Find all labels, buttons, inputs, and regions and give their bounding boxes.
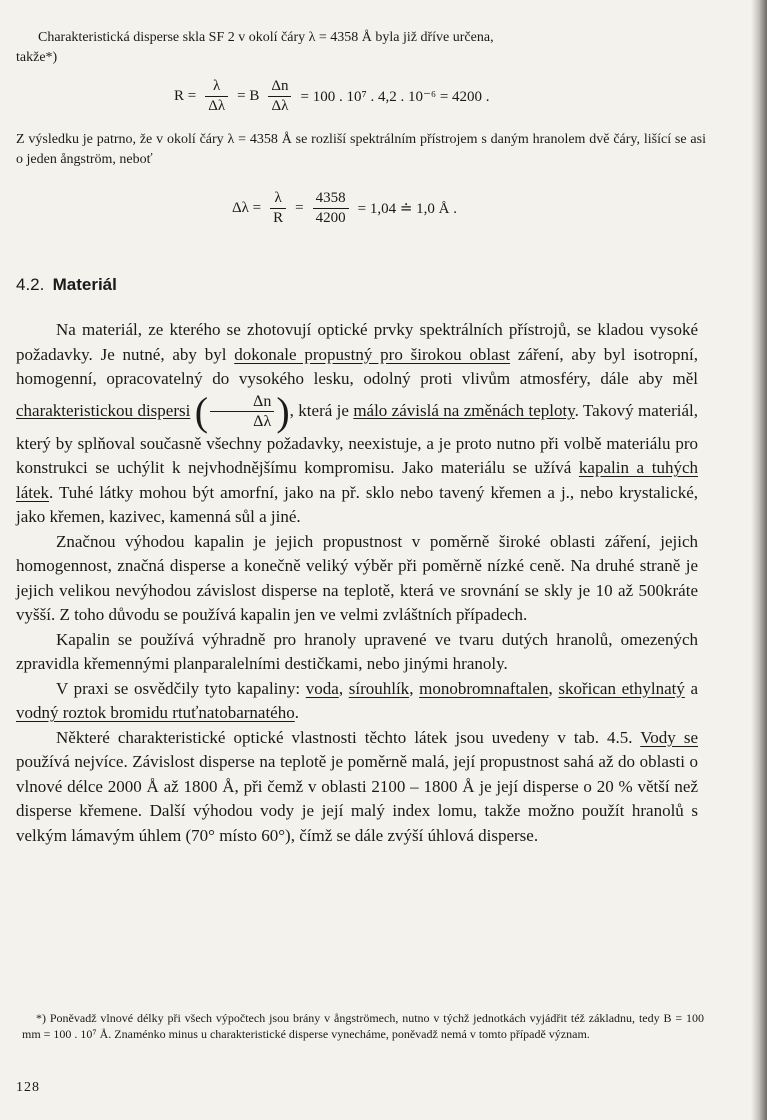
eq1-mid: = B <box>237 88 260 104</box>
eq1-f2-num: Δn <box>271 78 289 94</box>
p4-sep-1: , <box>338 678 349 698</box>
result-paragraph <box>16 130 706 170</box>
paragraph-3: Kapalin se používá výhradně pro hranoly upravené ve tvaru dutých hranolů, omezených zpravidla křemennými planparalelními destičkami, nebo jinými hranoly. <box>16 629 698 673</box>
p1-text-a: Na materiál, ze kterého se zhotovují optické prvky spektrálních přístrojů, se kladou vysoké požadavky. Je nutné, aby byl <box>16 320 698 364</box>
paragraph-2: Značnou výhodou kapalin je jejich propustnost v poměrně široké oblasti záření, jejich homogennost, značná disperse a konečně veliký výběr při poměrně nízké ceně. Na druhé straně je jejich velikou nevýhodou závislost disperse na teplotě, která ve srovnání se skly je 10 až 500kráte vyšší. Z toho důvodu se používá kapalin jen ve velmi zvláštních případech. <box>16 531 698 624</box>
eq2-f1-den: R <box>270 208 286 227</box>
eq1-fraction-2 <box>268 78 291 115</box>
p1-underline-3: málo závislá na změnách teploty <box>353 400 575 420</box>
paragraph-5 <box>16 726 698 849</box>
result-text: Z výsledku je patrno, že v okolí čáry λ = 4358 Å se rozliší spektrálním přístrojem s daným hranolem dvě čáry, lišící se asi o jeden ångström, neboť <box>16 132 706 167</box>
eq1-f1-den: Δλ <box>205 96 228 115</box>
paren-close: ) <box>276 388 290 434</box>
p1-text-d: . Takový materiál, který by splňoval současně všechny požadavky, neexistuje, a je proto nutno při volbě materiálu pro konstrukci se uchýlit k nejvhodnějšímu kompromisu. Jako materiálu se užívá <box>16 400 698 477</box>
p1-underline-2: charakteristickou dispersi <box>16 400 191 420</box>
intro-text <box>16 28 704 68</box>
p1-underline-1: dokonale propustný pro širokou oblast <box>234 344 511 364</box>
equation-wavelength-difference <box>228 190 461 227</box>
section-title: Materiál <box>52 275 117 294</box>
eq2-f2-num: 4358 <box>315 190 346 206</box>
p1-text-e: . Tuhé látky mohou být amorfní, jako na př. sklo nebo tavený křemen a j., nebo krystalické, jako křemen, kazivec, kamenná sůl a jiné. <box>16 482 698 526</box>
p5-text-b: používá nejvíce. Závislost disperse na teplotě je poměrně malá, její propustnost sahá až do oblasti o vlnové délce 2000 Å až 1800 Å, při čemž v oblasti 2100 – 1800 Å je její disperse o 20 % větší než disperse křemene. Další výhodou vody je její malý index lomu, takže možno použít hranolů s velkým lámavým úhlem (70° místo 60°), čímž se dále zvýší úhlová disperse. <box>16 752 698 845</box>
eq2-f2-den: 4200 <box>313 208 349 227</box>
eq1-fraction-1 <box>205 78 228 115</box>
eq1-f1-num: λ <box>213 78 221 94</box>
section-number: 4.2. <box>16 275 45 294</box>
paren-open: ( <box>194 388 209 434</box>
eq1-f2-den: Δλ <box>268 96 291 115</box>
dispersion-num: Δn <box>253 393 272 410</box>
main-text <box>16 318 698 848</box>
p5-text-a: Některé charakteristické optické vlastnosti těchto látek jsou uvedeny v tab. 4.5. <box>56 727 641 747</box>
eq2-eq: = <box>295 200 304 216</box>
p5-underline-water: Vody se <box>640 727 699 747</box>
eq2-fraction-1 <box>270 190 286 227</box>
eq1-rhs: = 100 . 10⁷ . 4,2 . 10⁻⁶ = 4200 . <box>300 89 490 105</box>
dispersion-den: Δλ <box>210 411 274 431</box>
p4-sep-3: , <box>548 678 559 698</box>
p4-underline-ethyl-cinnamate: skořican ethylnatý <box>558 678 685 698</box>
p4-underline-monobromonaphthalene: monobromnaftalen <box>419 678 549 698</box>
p4-underline-water: voda <box>305 678 339 698</box>
footnote <box>22 1010 704 1042</box>
p4-end: . <box>294 703 299 722</box>
p4-text-a: V praxi se osvědčily tyto kapaliny: <box>56 678 306 698</box>
p1-text-b: záření, aby byl isotropní, homogenní, opracovatelný do vysokého lesku, odolný proti vlivům atmosféry, dále aby měl <box>16 344 698 388</box>
footnote-text: *) Poněvadž vlnové délky při všech výpočtech jsou brány v ångströmech, nutno v týchž jednotkách vyjádřit též základnu, tedy B = 100 mm = 100 . 10⁷ Å. Znaménko minus u charakteristické disperse vynecháme, poněvadž nemá v tomto případě význam. <box>22 1011 704 1041</box>
section-heading <box>16 275 117 295</box>
dispersion-fraction <box>210 392 274 431</box>
p4-sep-2: , <box>409 678 420 698</box>
eq2-rhs: = 1,04 ≐ 1,0 Å . <box>357 201 457 217</box>
intro-line-2: takže*) <box>16 50 58 65</box>
p1-underline-4: kapalin a tuhých látek <box>16 458 698 502</box>
p4-underline-bromide-solution: vodný roztok bromidu rtuťnatobarnatého <box>16 703 295 722</box>
page-number: 128 <box>16 1080 40 1095</box>
p4-underline-cs2: sírouhlík <box>348 678 410 698</box>
paragraph-4 <box>16 677 698 726</box>
eq1-lhs: R = <box>174 88 197 104</box>
page-edge-shadow <box>751 0 767 1120</box>
p1-text-c: , která je <box>289 400 354 420</box>
p4-sep-4: a <box>684 678 699 698</box>
paragraph-1 <box>16 318 698 530</box>
eq2-fraction-2 <box>313 190 349 227</box>
intro-line-1: Charakteristická disperse skla SF 2 v okolí čáry λ = 4358 Å byla již dříve určena, <box>38 30 494 45</box>
eq2-f1-num: λ <box>274 190 282 206</box>
equation-resolving-power <box>170 78 494 115</box>
eq2-lhs: Δλ = <box>232 200 262 216</box>
